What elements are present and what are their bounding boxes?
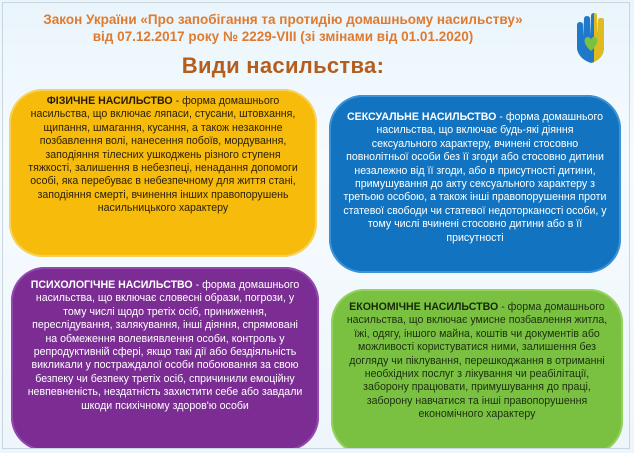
economic-violence-title: ЕКОНОМІЧНЕ НАСИЛЬСТВО [349, 301, 499, 313]
psychological-violence-text: - форма домашнього насильства, що включає словесні образи, погрози, у тому числі щодо третіх осіб, приниження, переслідування, залякування, інші діяння, спрямовані на обмеження волевиявлення особи, контроль у репродуктивній сфері, якщо такі дії або бездіяльність викликали у постраждалої особи побоювання за свою безпеку чи безпеку третіх осіб, спричинили емоційну невпевненість, нездатність захистити себе або завдали шкоди психічному здоров'ю особи [27, 279, 303, 412]
sexual-violence-title: СЕКСУАЛЬНЕ НАСИЛЬСТВО [347, 111, 497, 123]
law-date: від 07.12.2017 року № 2229-VIII (зі змінами від 01.01.2020) [92, 29, 474, 44]
hand-heart-logo-icon [569, 11, 613, 67]
economic-violence-text: - форма домашнього насильства, що включає умисне позбавлення житла, їжі, одягу, іншого майна, коштів чи документів або можливості користуватися ними, залишення без догляду чи піклування, перешкоджання в отриманні необхідних послуг з лікування чи реабілітації, заборону працювати, примушування до праці, заборону навчатися та інші правопорушення економічного характеру [346, 301, 608, 421]
page-title: Види насильства: [181, 53, 385, 78]
law-title: Закон України «Про запобігання та протидію домашньому насильству» [43, 12, 523, 27]
sexual-violence-box [329, 95, 621, 273]
physical-violence-box [9, 89, 317, 257]
physical-violence-title: ФІЗИЧНЕ НАСИЛЬСТВО [46, 95, 173, 107]
economic-violence-box [331, 289, 623, 449]
psychological-violence-title: ПСИХОЛОГІЧНЕ НАСИЛЬСТВО [30, 279, 193, 291]
poster [2, 2, 630, 449]
physical-violence-text: - форма домашнього насильства, що включає ляпаси, стусани, штовхання, щипання, шмагання, кусання, а також незаконне позбавлення волі, нанесення побоїв, мордування, заподіяння тілесних ушкоджень різного ступеня тяжкості, залишення в небезпеці, ненадання допомоги особі, яка перебуває в небезпечному для життя стані, заподіяння смерті, вчинення інших правопорушень насильницького характеру [28, 95, 298, 215]
sexual-violence-text: - форма домашнього насильства, що включає будь-які діяння сексуального характеру, вчинені стосовно повнолітньої особи без її згоди або стосовно дитини незалежно від її згоди, або в присутності дитини, примушування до акту сексуального характеру з третьою особою, а також інші правопорушення проти статевої свободи чи статевої недоторканості особи, у тому числі вчинені стосовно дитини або в її присутності [343, 111, 607, 244]
psychological-violence-box [11, 267, 319, 449]
law-header [3, 11, 563, 45]
